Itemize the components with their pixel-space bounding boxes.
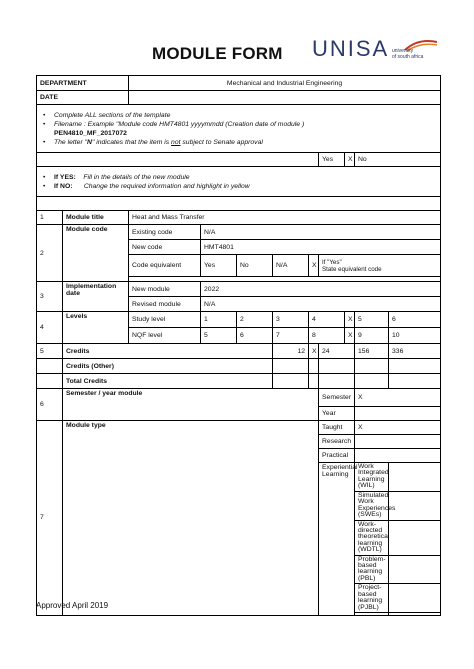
page-title: MODULE FORM	[152, 44, 283, 63]
experiential-label: Experiential Learning	[319, 463, 355, 616]
instruction-example: PEN4810_MF_2017072	[54, 129, 127, 137]
implementation-date-label: Implementation date	[63, 282, 129, 312]
module-title-row: 1 Module title Heat and Mass Transfer	[37, 211, 441, 225]
if-no-label: If NO:	[54, 182, 73, 190]
logo-subtitle: university of south africa	[392, 48, 424, 60]
semester-mark[interactable]: X	[355, 389, 441, 407]
instruction-line-2: Filename : Example "Module code HMT4801 yyyymmdd (Creation date of module )	[54, 120, 305, 128]
if-yes-no-row: • If YES: Fill in the details of the new module • If NO: Change the required information and highlight in yellow	[37, 167, 441, 197]
taught-mark[interactable]: X	[355, 421, 441, 435]
if-yes-text: Fill in the details of the new module	[83, 173, 190, 181]
levels-label: Levels	[63, 312, 129, 344]
module-title-label: Module title	[63, 211, 129, 225]
nqf-level-mark[interactable]: X	[345, 328, 355, 344]
instructions-row	[37, 105, 441, 153]
credits-other-label: Credits (Other)	[63, 359, 273, 374]
instructions-cell: • Complete ALL sections of the template • Filename : Example "Module code HMT4801 yyyymmdd (Creation date of module ) PEN4810_MF_2017072 • The letter "N" indicates that the item is not subject to Senate approval	[37, 105, 441, 153]
new-code-value[interactable]: HMT4801	[201, 240, 441, 255]
credits-mark[interactable]: X	[309, 344, 319, 359]
if-no-text: Change the required information and highlight in yellow	[83, 182, 250, 190]
date-value[interactable]	[129, 91, 441, 105]
code-equivalent-mark[interactable]: X	[309, 255, 319, 277]
department-row	[37, 76, 441, 91]
credits-label: Credits	[63, 344, 273, 359]
new-module-value[interactable]: 2022	[201, 282, 441, 297]
module-title-value[interactable]: Heat and Mass Transfer	[129, 211, 441, 225]
module-code-label: Module code	[63, 225, 129, 282]
yes-label: Yes	[319, 153, 345, 167]
option-wil: Work Integrated Learning (WIL)	[355, 463, 389, 492]
semester-label: Semester / year module	[63, 389, 319, 421]
option-pbl: Problem-based learning (PBL)	[355, 555, 389, 584]
no-label: No	[355, 153, 441, 167]
instruction-line-1: Complete ALL sections of the template	[54, 111, 171, 119]
option-pjbl: Project-based learning (PJBL)	[355, 584, 389, 613]
option-wdtl: Work-directed theoretical learning (WDTL)	[355, 520, 389, 555]
module-form-table: DEPARTMENT Mechanical and Industrial Engineering DATE • Complete ALL sections of the template • Filename : Example "Module code HMT4801 yyyymmdd (Creation date of module ) PEN4810_MF_2017072 • The letter "N" indicates that the item is not subject to Senate approval Yes X No • If YES: Fill in the details of the new module • If NO: Change the required information and highlight in yellow 1 Module title Heat and Mass Transfer 2 Module code Existing code N/A New code HMT4801 Code equivalent Yes No N/A X If "Yes" State equivalent code 3 Implementation date New module 2022 Revised module N/A 4 Levels Study level 1 2 3 4 X 5 6 NQF level 5 6 7 8 X 9 10 5 Credits 12 X 24 156 336 Credits (Other) Total Credits 6 Semester / year module Semester X Year 7 Module type Taught X Research Practical Experiential Learning Work Integrated Learning (WIL) Simulated Work Experiences (SWEs) Work-directed theoretical learning (WDTL) Problem-based learning (PBL) Project-based learning (PJBL)	[36, 75, 441, 616]
revised-module-value[interactable]: N/A	[201, 297, 441, 312]
yes-no-row	[37, 153, 441, 167]
date-label: DATE	[37, 91, 129, 105]
study-level-mark[interactable]: X	[345, 312, 355, 328]
yes-no-mark[interactable]: X	[345, 153, 355, 167]
existing-code-value[interactable]: N/A	[201, 225, 441, 240]
unisa-logo	[312, 36, 442, 68]
module-type-label: Module type	[63, 421, 319, 616]
footer-approved: Approved April 2019	[36, 601, 109, 610]
department-label: DEPARTMENT	[37, 76, 129, 91]
department-value[interactable]: Mechanical and Industrial Engineering	[129, 76, 441, 91]
if-yes-label: If YES:	[54, 173, 76, 181]
logo-wordmark: UNISA	[312, 36, 390, 61]
date-row	[37, 91, 441, 105]
total-credits-label: Total Credits	[63, 374, 273, 389]
option-swe: Simulated Work Experiences (SWEs)	[355, 491, 389, 520]
